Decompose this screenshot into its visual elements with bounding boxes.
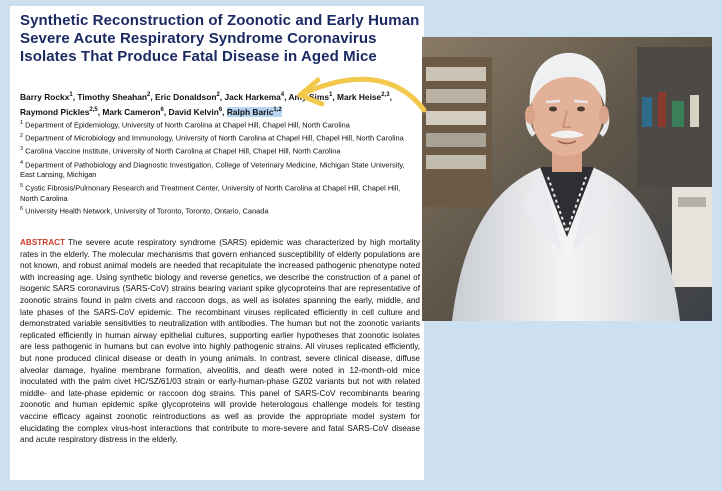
author: Mark Heise$^{2,3}$: [336, 91, 390, 102]
affiliation: $^6$ University Health Network, University of Toronto, Toronto, Ontario, Canada: [20, 206, 269, 216]
paper-title: Synthetic Reconstruction of Zoonotic and Early Human Severe Acute Respiratory Syndrome Coronavirus Isolates That Produce Fatal Disease in Aged Mice: [20, 12, 420, 65]
author-list: Barry Rockx$^1$, Timothy Sheahan$^2$, Eric Donaldson$^2$, Jack Harkema$^4$, Amy Sims$^1$, Mark Heise$^{2,3}$, Raymond Pickles$^{2,5}$, Mark Cameron$^6$, David Kelvin$^6$, Ralph Baric$^{1,2}$: [20, 91, 392, 117]
author: Amy Sims$^1$: [288, 91, 333, 102]
paper-excerpt: [10, 6, 424, 480]
author: Timothy Sheahan$^2$: [77, 91, 151, 102]
affiliation: $^2$ Department of Microbiology and Immunology, University of North Carolina at Chapel Hill, Chapel Hill, North Carolina: [20, 133, 404, 143]
author: Eric Donaldson$^2$: [155, 91, 220, 102]
author: Barry Rockx$^1$: [20, 91, 73, 102]
affiliation: $^4$ Department of Pathobiology and Diagnostic Investigation, College of Veterinary Medicine, Michigan State University, East Lansing, Michigan: [20, 159, 405, 180]
abstract-label: ABSTRACT: [20, 238, 66, 247]
affiliation: $^5$ Cystic Fibrosis/Pulmonary Research and Treatment Center, University of North Carolina at Chapel Hill, Chapel Hill, North Carolina: [20, 182, 401, 203]
abstract: [20, 237, 420, 446]
abstract-text: The severe acute respiratory syndrome (SARS) epidemic was characterized by high mortality rates in the elderly. The molecular mechanisms that govern enhanced susceptibility of elderly populations are not known, and robust animal models are needed that recapitulate the increased pathogenic phenotype noted with increasing age. Using synthetic biology and reverse genetics, we describe the construction of a panel of isogenic SARS coronavirus (SARS-CoV) strains bearing variant spike glycoproteins that are representative of zoonotic strains found in palm civets and raccoon dogs, as well as isolates spanning the early, middle, and late phases of the SARS-CoV epidemic. The recombinant viruses replicated efficiently in cell culture and demonstrated variable sensitivities to neutralization with antibodies. The human but not the zoonotic variants replicated efficiently in human airway epithelial cultures, supporting earlier hypotheses that zoonotic isolates are less pathogenic in humans but can evolve into highly pathogenic strains. All viruses replicated efficiently, but none produced clinical disease or death in young animals. In contrast, severe clinical disease, diffuse alveolar damage, hyaline membrane formation, alveolitis, and death were noted in 12-month-old mice inoculated with the palm civet HC/SZ/61/03 strain or early-human-phase GZ02 variants but not with related middle- and late-phase epidemic or raccoon dog strains. This panel of SARS-CoV recombinants bearing zoonotic and human epidemic spike glycoproteins will provide heterologous challenge models for testing vaccine efficacy against zoonotic reintroductions as well as provide the appropriate model system for elucidating the complex virus-host interactions that contribute to more-severe and fatal SARS-CoV disease and acute respiratory distress in the elderly.: [20, 238, 420, 445]
author: Jack Harkema$^4$: [224, 91, 285, 102]
author-highlighted: Ralph Baric$^{1,2}$: [226, 106, 282, 117]
author: Mark Cameron$^6$: [102, 106, 164, 117]
portrait-photo: [422, 37, 712, 321]
affiliation: $^3$ Carolina Vaccine Institute, University of North Carolina at Chapel Hill, Chapel Hill, North Carolina: [20, 146, 341, 156]
affiliation: $^1$ Department of Epidemiology, University of North Carolina at Chapel Hill, Chapel Hill, North Carolina: [20, 120, 350, 130]
author: David Kelvin$^6$: [168, 106, 223, 117]
portrait-illustration: [422, 37, 712, 321]
affiliation-list: [20, 118, 420, 217]
author: Raymond Pickles$^{2,5}$: [20, 106, 98, 117]
